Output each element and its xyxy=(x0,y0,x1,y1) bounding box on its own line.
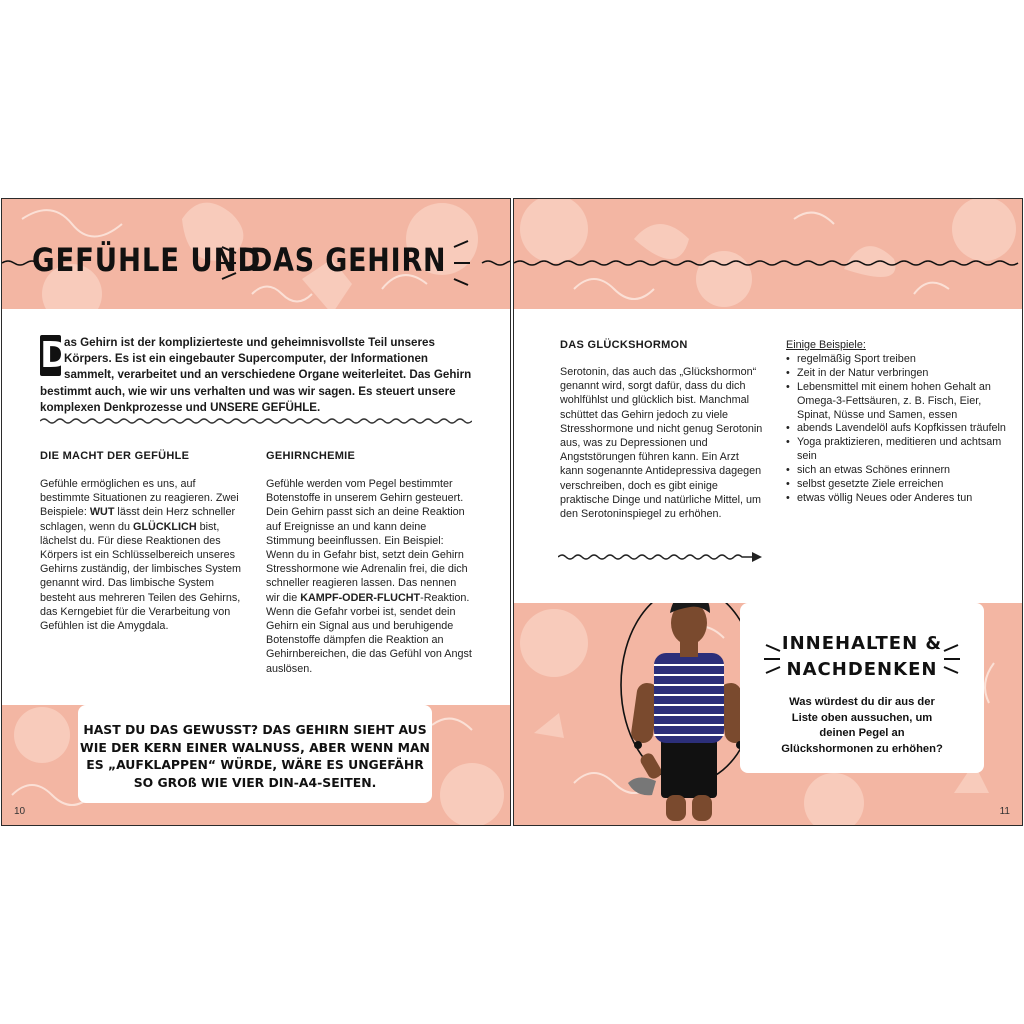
page-number-right: 11 xyxy=(999,806,1010,817)
intro-paragraph xyxy=(40,335,480,416)
col1-part-3: bist, lächelst du. Für diese Reaktionen des Körpers ist ein Schlüsselbereich unseres Gehirns zuständig, der limbisches System genannt wird. Das limbische System besteht aus mehreren Teilen des Gehirns, das Kerngebiet für die Verarbeitung von Gefühlen ist die Amygdala. xyxy=(40,520,242,633)
did-you-know-text xyxy=(78,705,432,791)
left-page xyxy=(1,198,511,826)
page-number-left: 10 xyxy=(14,806,26,817)
reflect-box xyxy=(740,603,984,773)
reflect-title-line-2: NACHDENKEN xyxy=(786,659,938,680)
col1-bold-2: GLÜCKLICH xyxy=(133,520,197,533)
did-you-know-line-2: WIE DER KERN EINER WALNUSS, ABER WENN MAN xyxy=(80,739,430,755)
col1-part-1: Gefühle ermöglichen es uns, auf bestimmte Situationen zu reagieren. Zwei Beispiele: xyxy=(40,478,239,519)
right-page xyxy=(513,198,1023,826)
reflect-title-line-1: INNEHALTEN & xyxy=(781,633,943,654)
list-item: • Yoga praktizieren, meditieren und achtsam sein xyxy=(786,436,1006,464)
col1-bold-1: WUT xyxy=(89,506,115,519)
list-item: • Lebensmittel mit einem hohen Gehalt an Omega-3-Fettsäuren, z. B. Fisch, Eier, Spinat, Nüsse und Samen, essen xyxy=(786,381,1006,423)
reflect-title xyxy=(740,631,984,683)
column-2-text xyxy=(266,477,472,676)
col1-part-2: lässt dein Herz schneller schlagen, wenn du xyxy=(40,506,236,533)
title-part-2: DAS GEHIRN xyxy=(250,241,447,279)
header-pattern-right xyxy=(514,199,1022,309)
wavy-arrow-icon xyxy=(558,551,764,563)
list-item: • abends Lavendelöl aufs Kopfkissen träufeln xyxy=(786,422,1006,436)
reflect-question: Was würdest du dir aus der Liste oben aussuchen, um deinen Pegel an Glückshormonen zu erhöhen? xyxy=(781,696,943,755)
book-spread xyxy=(0,198,1024,826)
col2-bold-1: KAMPF-ODER-FLUCHT xyxy=(300,591,421,604)
did-you-know-line-4: SO GROß WIE VIER DIN-A4-SEITEN. xyxy=(133,774,377,790)
did-you-know-box xyxy=(78,705,432,803)
footer-band xyxy=(2,705,510,826)
examples-list xyxy=(786,339,1006,506)
happiness-hormone-heading: DAS GLÜCKSHORMON xyxy=(560,339,688,351)
did-you-know-line-1: HAST DU DAS GEWUSST? DAS GEHIRN SIEHT AUS xyxy=(83,722,427,737)
column-2-heading: GEHIRNCHEMIE xyxy=(266,450,356,462)
header-band xyxy=(2,199,510,309)
column-1-text xyxy=(40,477,246,633)
list-item: • Zeit in der Natur verbringen xyxy=(786,367,1006,381)
did-you-know-line-3: ES „AUFKLAPPEN“ WÜRDE, WÄRE ES UNGEFÄHR xyxy=(86,757,424,772)
page-title xyxy=(2,235,510,287)
wavy-divider xyxy=(40,417,472,425)
drop-cap: D xyxy=(40,335,70,376)
intro-bold-end: UNSERE GEFÜHLE. xyxy=(210,400,321,414)
list-item: • sich an etwas Schönes erinnern xyxy=(786,464,1006,478)
examples-heading: Einige Beispiele: xyxy=(786,339,866,351)
list-item: • selbst gesetzte Ziele erreichen xyxy=(786,478,1006,492)
col2-part-2: -Reaktion. Wenn die Gefahr vorbei ist, sendet dein Gehirn ein Signal aus und beruhigende Botenstoffe dämpfen die Reaktion an Gehirnbereichen, die das Gefühl von Angst auslösen. xyxy=(266,591,472,675)
col2-part-1: Gefühle werden vom Pegel bestimmter Botenstoffe in unserem Gehirn gesteuert. Dein Gehirn passt sich an deine Reaktion auf Ereignisse an und kann deine Stimmung beeinflussen. Ein Beispiel: Wenn du in Gefahr bist, setzt dein Gehirn Stresshormone wie Adrenalin frei, die dich schneller reagieren lassen. Das nennen wir die xyxy=(266,478,468,604)
header-band-right xyxy=(514,199,1022,309)
intro-text: as Gehirn ist der komplizierteste und geheimnisvollste Teil unseres Körpers. Es ist ein eingebauter Supercomputer, der Informationen sammelt, verarbeitet und an verschiedene Organe weiterleitet. Das Gehirn bestimmt auch, wie wir uns verhalten und was wir sagen. Es steuert unsere komplexen Denkprozesse und xyxy=(40,336,472,414)
happiness-hormone-text: Serotonin, das auch das „Glückshormon“ genannt wird, sorgt dafür, dass du dich wohlfühlst und glücklich bist. Manchmal schüttet das Gehirn jedoch zu viele Stresshormone und nicht genug Serotonin aus, was zu Depressionen und Angststörungen führen kann. Ein Arzt kann sogenannte Antidepressiva dagegen verschreiben, doch es gibt einige praktische Dinge und natürliche Mittel, um den Serotoninspiegel zu erhöhen. xyxy=(560,366,763,521)
list-item: • regelmäßig Sport treiben xyxy=(786,353,1006,367)
title-part-1: GEFÜHLE UND xyxy=(32,241,262,279)
list-item: • etwas völlig Neues oder Anderes tun xyxy=(786,492,1006,506)
footer-band-right xyxy=(514,603,1022,826)
column-1-heading: DIE MACHT DER GEFÜHLE xyxy=(40,450,190,462)
